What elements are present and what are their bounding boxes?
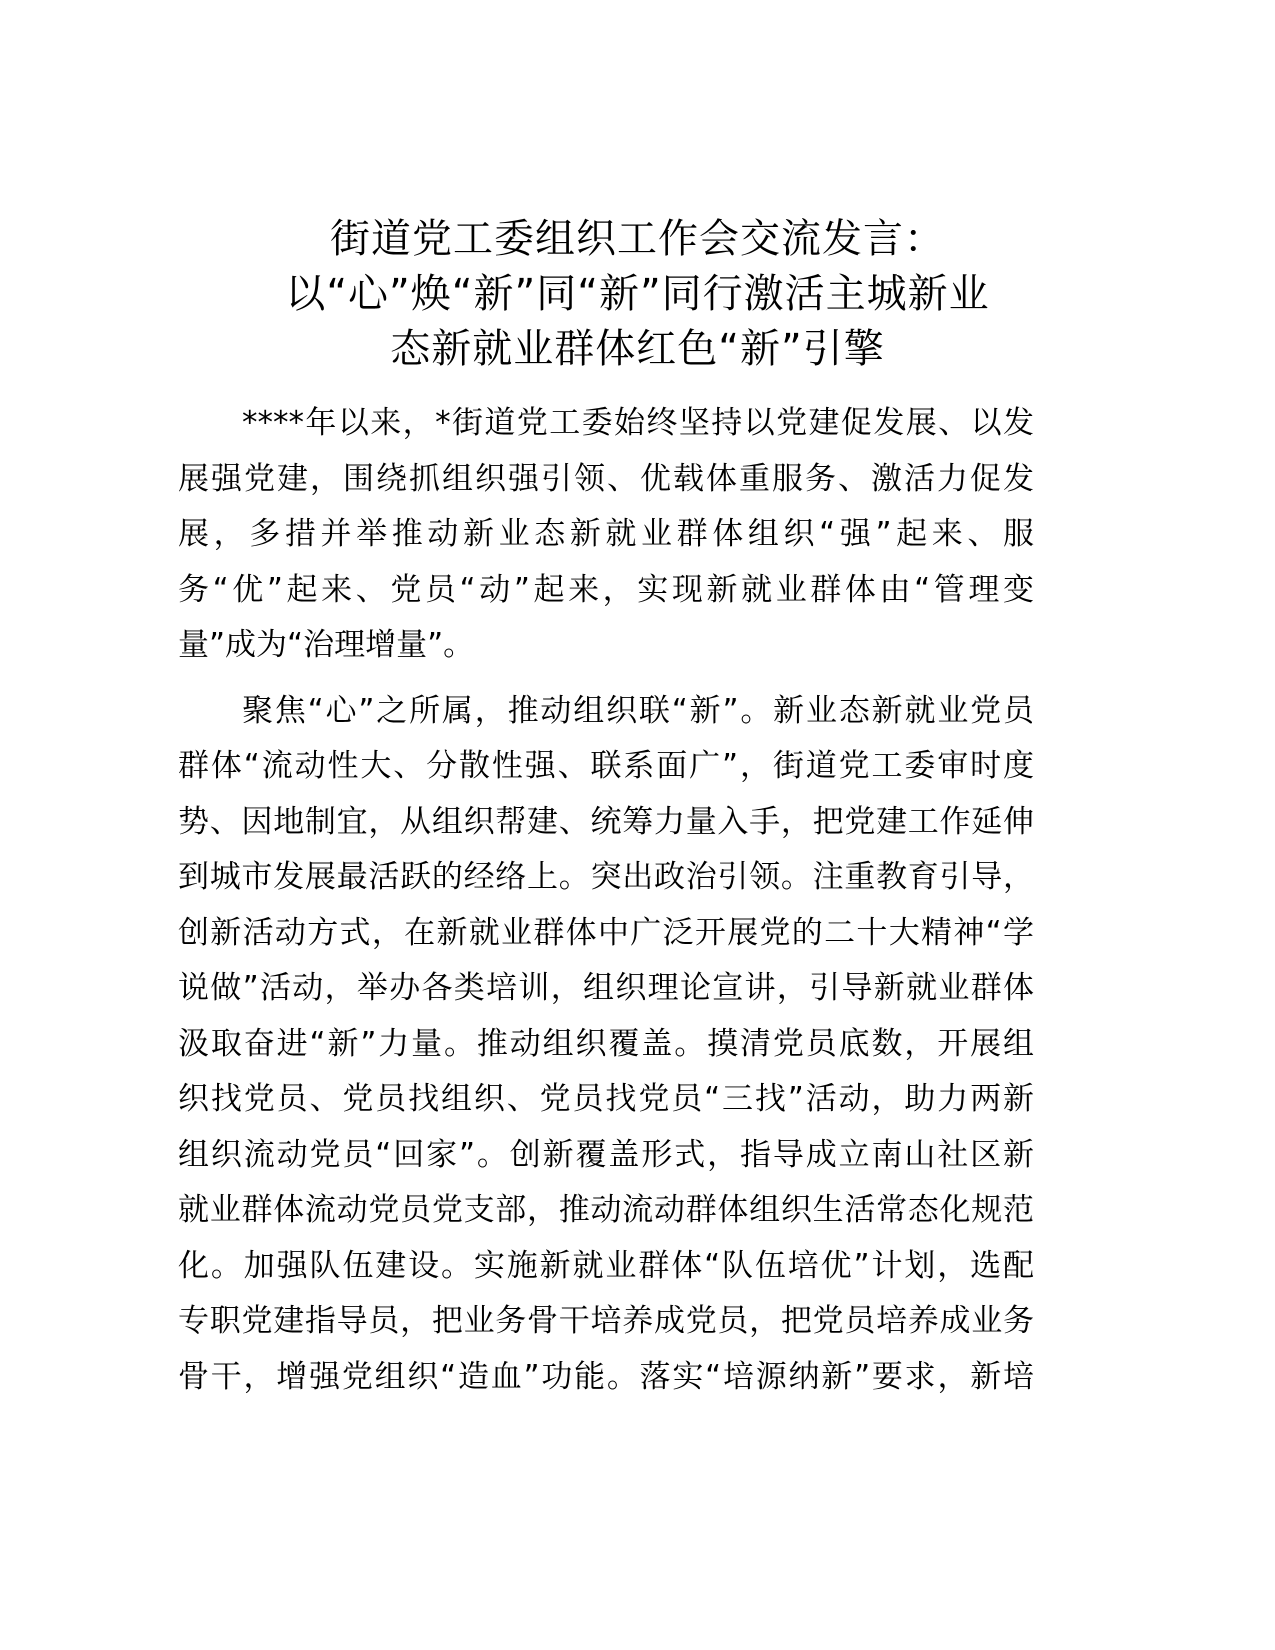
text-line: ****年以来，*街道党工委始终坚持以党建促发展、以发 (242, 405, 1034, 441)
text-line: 骨干，增强党组织“造血”功能。落实“培源纳新”要求，新培 (178, 1358, 1034, 1395)
text-line: 化。加强队伍建设。实施新就业群体“队伍培优”计划，选配 (178, 1247, 1034, 1284)
text-line: 势、因地制宜，从组织帮建、统筹力量入手，把党建工作延伸 (178, 803, 1034, 840)
title-line: 态新就业群体红色“新”引擎 (390, 326, 885, 372)
paragraph (178, 684, 1034, 1406)
text-line: 到城市发展最活跃的经络上。突出政治引领。注重教育引导， (178, 859, 1034, 895)
text-line: 专职党建指导员，把业务骨干培养成党员，把党员培养成业务 (178, 1303, 1034, 1339)
text-line: 展，多措并举推动新业态新就业群体组织“强”起来、服 (178, 516, 1034, 552)
text-line: 展强党建，围绕抓组织强引领、优载体重服务、激活力促发 (178, 460, 1034, 497)
text-line: 说做”活动，举办各类培训，组织理论宣讲，引导新就业群体 (178, 970, 1034, 1006)
title-line: 街道党工委组织工作会交流发言： (330, 216, 945, 262)
paragraph (178, 396, 1034, 674)
document-title (0, 212, 1275, 377)
text-line: 就业群体流动党员党支部，推动流动群体组织生活常态化规范 (178, 1192, 1034, 1228)
text-line: 创新活动方式，在新就业群体中广泛开展党的二十大精神“学 (178, 914, 1034, 951)
text-line: 组织流动党员“回家”。创新覆盖形式，指导成立南山社区新 (178, 1136, 1034, 1173)
text-line: 聚焦“心”之所属，推动组织联“新”。新业态新就业党员 (242, 692, 1034, 729)
document-body (178, 396, 1034, 1415)
text-line: 织找党员、党员找组织、党员找党员“三找”活动，助力两新 (178, 1081, 1034, 1117)
text-line: 群体“流动性大、分散性强、联系面广”，街道党工委审时度 (178, 748, 1034, 784)
text-line: 量”成为“治理增量”。 (178, 627, 475, 663)
text-line: 务“优”起来、党员“动”起来，实现新就业群体由“管理变 (178, 571, 1034, 608)
text-line: 汲取奋进“新”力量。推动组织覆盖。摸清党员底数，开展组 (178, 1025, 1034, 1062)
title-line: 以“心”焕“新”同“新”同行激活主城新业 (285, 271, 990, 317)
